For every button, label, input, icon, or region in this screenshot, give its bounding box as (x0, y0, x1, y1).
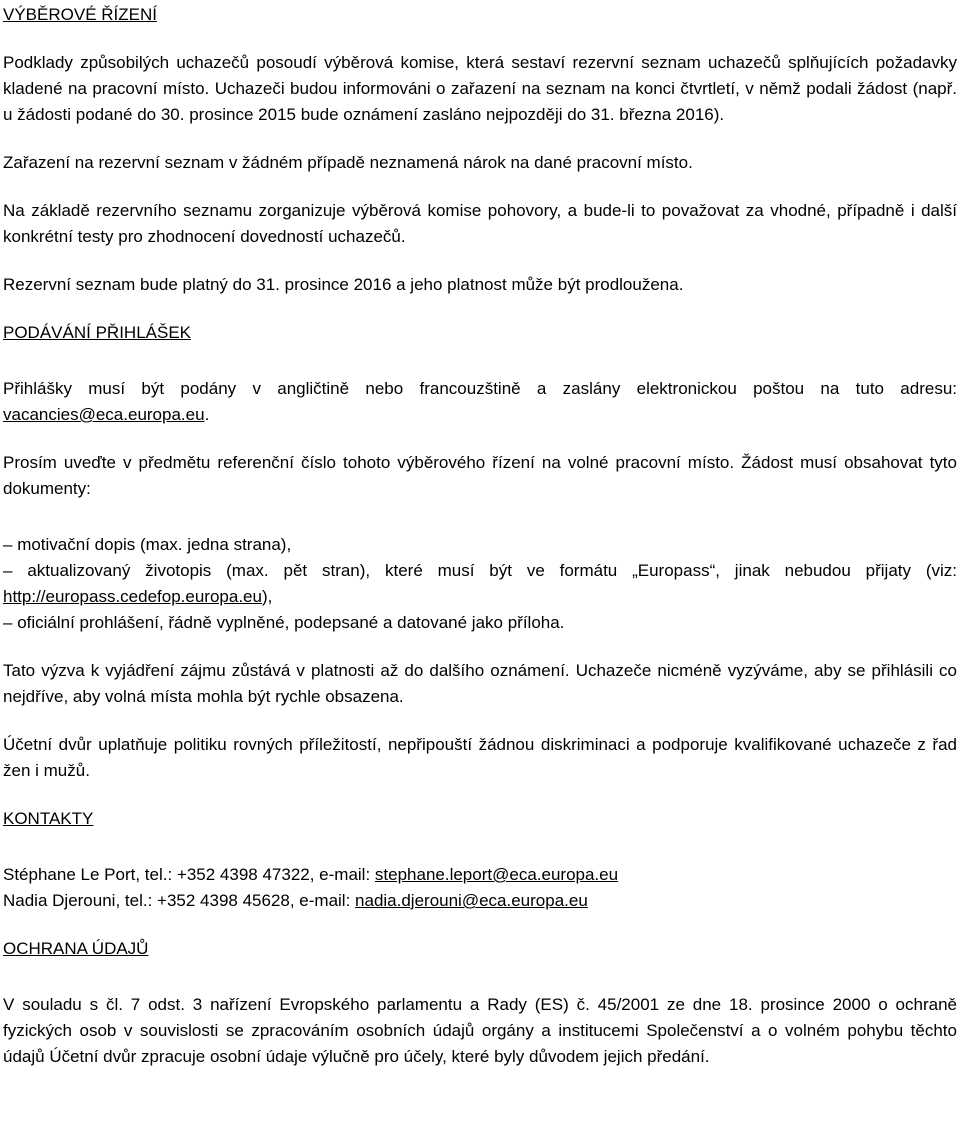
required-documents-list (3, 532, 957, 636)
list-item-motivation-letter (3, 532, 957, 558)
list-item-cv (3, 558, 957, 610)
paragraph-application-language (3, 376, 957, 428)
contacts-block (3, 862, 957, 914)
vacancies-email-link[interactable]: vacancies@eca.europa.eu (3, 405, 205, 424)
paragraph-call-validity: Tato výzva k vyjádření zájmu zůstává v platnosti až do dalšího oznámení. Uchazeče nicméně vyzýváme, aby se přihlásili co nejdříve, aby volná místa mohla být rychle obsazena. (3, 661, 957, 706)
contact-2-email-link[interactable]: nadia.djerouni@eca.europa.eu (355, 891, 588, 910)
heading-data-protection: OCHRANA ÚDAJŮ (3, 939, 149, 958)
heading-selection-procedure: VÝBĚROVÉ ŘÍZENÍ (3, 5, 157, 24)
heading-contacts: KONTAKTY (3, 809, 94, 828)
list-item-cv-text: aktualizovaný životopis (max. pět stran), které musí být ve formátu „Europass“, jinak nebudou přijaty (viz: (27, 561, 957, 580)
contact-1-email-link[interactable]: stephane.leport@eca.europa.eu (374, 865, 619, 884)
heading-applications: PODÁVÁNÍ PŘIHLÁŠEK (3, 323, 192, 342)
europass-link[interactable]: http://europass.cedefop.europa.eu (3, 587, 262, 606)
paragraph-data-protection: V souladu s čl. 7 odst. 3 nařízení Evropského parlamentu a Rady (ES) č. 45/2001 ze dne 18. prosince 2000 o ochraně fyzických osob v souvislosti se zpracováním osobních údajů orgány a institucemi Společenství a o volném pohybu těchto údajů Účetní dvůr zpracuje osobní údaje výlučně pro účely, které byly důvodem jejich předání. (3, 995, 957, 1066)
paragraph-selection-intro: Podklady způsobilých uchazečů posoudí výběrová komise, která sestaví rezervní seznam uchazečů splňujících požadavky kladené na pracovní místo. Uchazeči budou informováni o zařazení na seznam na konci čtvrtletí, v němž podali žádost (např. u žádosti podané do 30. prosince 2015 bude oznámení zasláno nejpozději do 31. března 2016). (3, 53, 957, 124)
list-item-declaration (3, 610, 957, 636)
contact-2-text: Nadia Djerouni, tel.: +352 4398 45628, e-mail: (3, 891, 356, 910)
dash-bullet-icon (3, 535, 17, 554)
list-item-declaration-text: oficiální prohlášení, řádně vyplněné, podepsané a datované jako příloha. (17, 613, 565, 632)
paragraph-reserve-list-validity: Rezervní seznam bude platný do 31. prosince 2016 a jeho platnost může být prodloužena. (3, 275, 684, 294)
list-item-cv-end: ), (261, 587, 273, 606)
contact-line-1 (3, 862, 957, 888)
paragraph-interviews: Na základě rezervního seznamu zorganizuje výběrová komise pohovory, a bude-li to považovat za vhodné, případně i další konkrétní testy pro zhodnocení dovedností uchazečů. (3, 201, 957, 246)
paragraph-subject-reference: Prosím uveďte v předmětu referenční číslo tohoto výběrového řízení na volné pracovní místo. Žádost musí obsahovat tyto dokumenty: (3, 453, 957, 498)
paragraph-reserve-list-no-right: Zařazení na rezervní seznam v žádném případě neznamená nárok na dané pracovní místo. (3, 153, 693, 172)
application-language-end: . (204, 405, 210, 424)
list-item-motivation-letter-text: motivační dopis (max. jedna strana), (17, 535, 292, 554)
paragraph-equal-opportunities: Účetní dvůr uplatňuje politiku rovných příležitostí, nepřipouští žádnou diskriminaci a podporuje kvalifikované uchazeče z řad žen i mužů. (3, 735, 957, 780)
contact-line-2 (3, 888, 957, 914)
contact-1-text: Stéphane Le Port, tel.: +352 4398 47322, e-mail: (3, 865, 375, 884)
application-language-text: Přihlášky musí být podány v angličtině nebo francouzštině a zaslány elektronickou poštou na tuto adresu: (3, 379, 957, 398)
dash-bullet-icon (3, 561, 27, 580)
dash-bullet-icon (3, 613, 17, 632)
